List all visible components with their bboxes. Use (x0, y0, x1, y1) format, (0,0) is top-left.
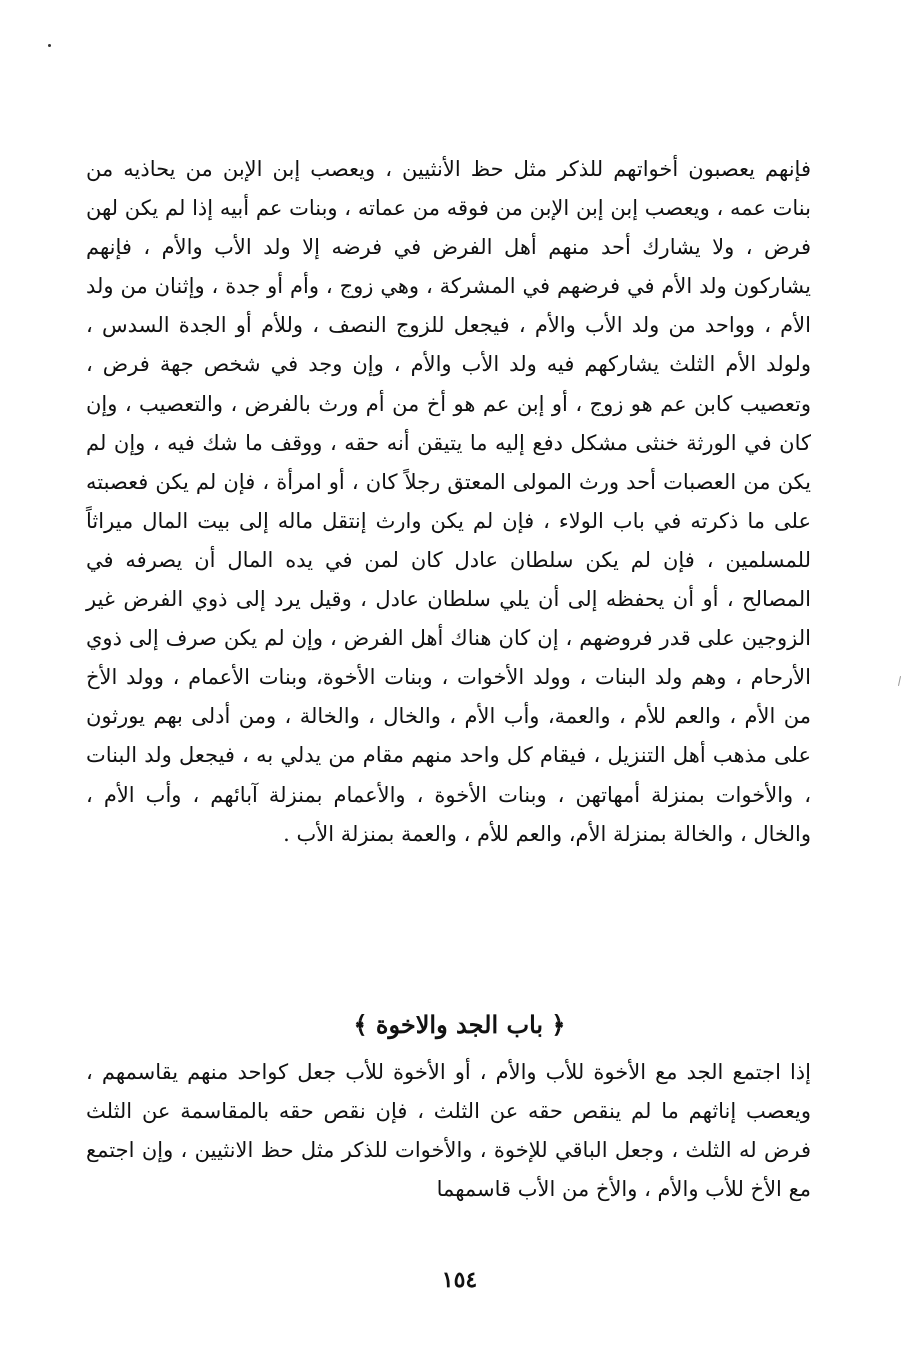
scan-speck (48, 44, 51, 47)
scan-mark (898, 676, 901, 686)
body-paragraph-inheritance: فإنهم يعصبون أخواتهم للذكر مثل حظ الأنثيين ، ويعصب إبن الإبن من يحاذيه من بنات عمه ، ويعصب إبن إبن الإبن من فوقه من عماته ، وبنات عم أبيه إذا لم يكن لهن فرض ، ولا يشارك أحد منهم أهل الفرض في فرضه إلا ولد الأب والأم ، فإنهم يشاركون ولد الأم في فرضهم في المشركة ، وهي زوج ، وأم أو جدة ، وإثنان من ولد الأم ، وواحد من ولد الأب والأم ، فيجعل للزوج النصف ، وللأم أو الجدة السدس ، ولولد الأم الثلث يشاركهم فيه ولد الأب والأم ، وإن وجد في شخص جهة فرض ، وتعصيب كابن عم هو زوج ، أو إبن عم هو أخ من أم ورث بالفرض ، والتعصيب ، وإن كان في الورثة خنثى مشكل دفع إليه ما يتيقن أنه حقه ، ووقف ما شك فيه ، وإن لم يكن من العصبات أحد ورث المولى المعتق رجلاً كان ، أو امرأة ، فإن لم يكن فعصبته على ما ذكرته في باب الولاء ، فإن لم يكن وارث إنتقل ماله إلى بيت المال ميراثاً للمسلمين ، فإن لم يكن سلطان عادل كان لمن في يده المال أن يصرفه في المصالح ، أو أن يحفظه إلى أن يلي سلطان عادل ، وقيل يرد إلى ذوي الفرض غير الزوجين على قدر فروضهم ، إن كان هناك أهل الفرض ، وإن لم يكن صرف إلى ذوي الأرحام ، وهم ولد البنات ، وولد الأخوات ، وبنات الأخوة، وبنات الأعمام ، وولد الأخ من الأم ، والعم للأم ، والعمة، وأب الأم ، والخال ، والخالة ، ومن أدلى بهم يورثون على مذهب أهل التنزيل ، فيقام كل واحد منهم مقام من يدلي به ، فيجعل ولد البنات ، والأخوات بمنزلة أمهاتهن ، وبنات الأخوة ، والأعمام بمنزلة آبائهم ، وأب الأم ، والخال ، والخالة بمنزلة الأم، والعم للأم ، والعمة بمنزلة الأب . (86, 157, 811, 846)
body-paragraph-grandfather-brothers: إذا اجتمع الجد مع الأخوة للأب والأم ، أو الأخوة للأب جعل كواحد منهم يقاسمهم ، ويعصب إناثهم ما لم ينقص حقه عن الثلث ، فإن نقص حقه بالمقاسمة عن الثلث فرض له الثلث ، وجعل الباقي للإخوة ، والأخوات للذكر مثل حظ الانثيين ، وإن اجتمع مع الأخ للأب والأم ، والأخ من الأب قاسمهما (86, 1060, 811, 1202)
section-heading: ﴿ باب الجد والاخوة ﴾ (353, 1010, 566, 1039)
page-number: ١٥٤ (441, 1267, 478, 1293)
